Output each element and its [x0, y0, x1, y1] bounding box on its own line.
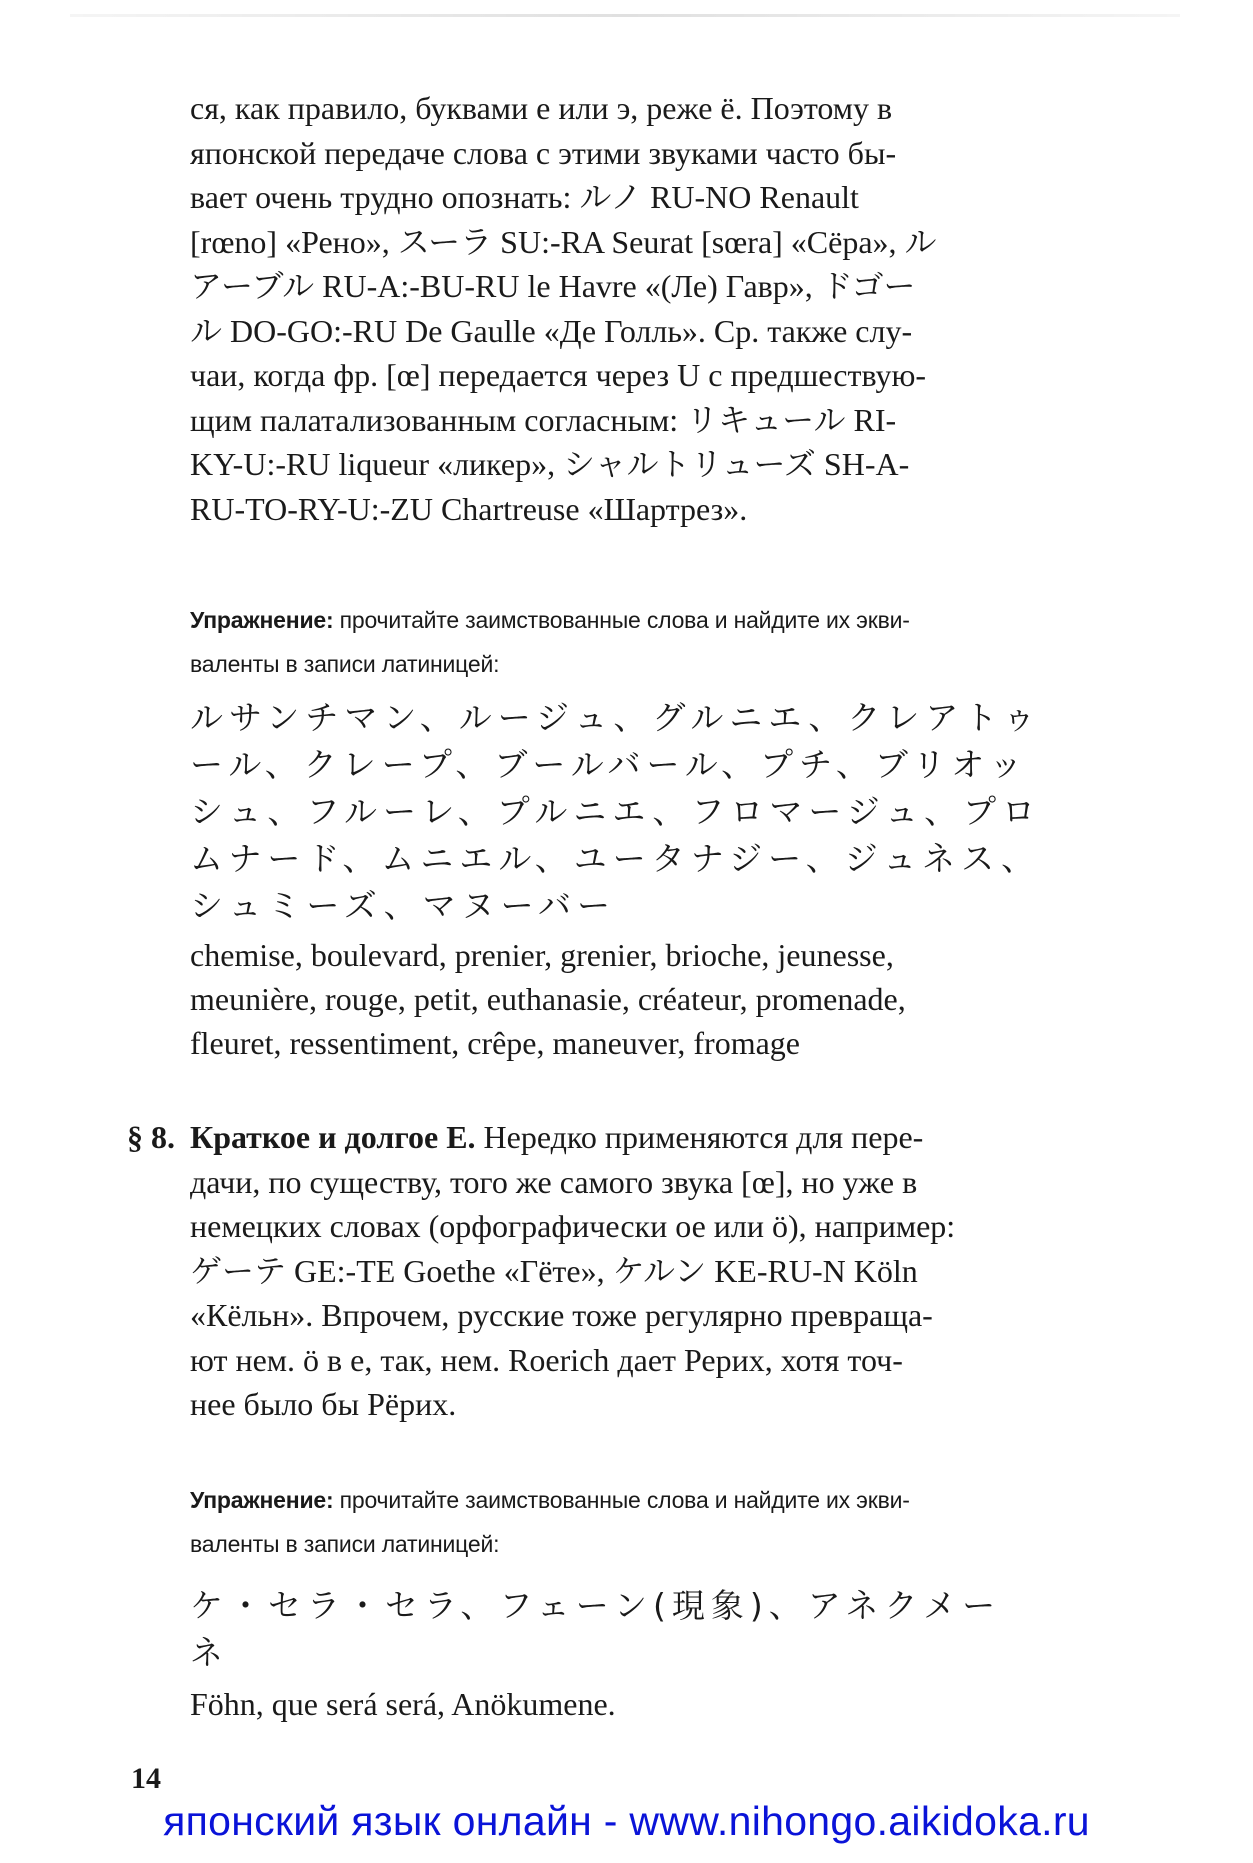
exercise-2-japanese — [190, 1582, 1102, 1676]
japanese-line: シュミーズ、マヌーバー — [190, 886, 617, 925]
exercise-2-latin — [190, 1682, 1102, 1726]
text-line: ゲーテ GE:-TE Goethe «Гёте», ケルン KE-RU-N Köln — [190, 1252, 918, 1289]
exercise-text: прочитайте заимствованные слова и найдите их экви- — [333, 607, 910, 633]
japanese-line: シュ、フルーレ、プルニエ、フロマージュ、プロ — [190, 792, 1042, 831]
exercise-1-instruction — [190, 598, 1102, 686]
exercise-line: валенты в записи латиницей: — [190, 1531, 500, 1557]
exercise-1-latin — [190, 933, 1102, 1065]
exercise-line — [190, 1478, 1102, 1522]
japanese-line: ムナード、ムニエル、ユータナジー、ジュネス、 — [190, 839, 1041, 878]
section-text: Нередко применяются для пере- — [475, 1119, 924, 1155]
text-line: немецких словах (орфографически ое или ö), например: — [190, 1208, 956, 1244]
text-line: ся, как правило, буквами е или э, реже ё. Поэтому в — [190, 90, 893, 126]
exercise-2-instruction — [190, 1478, 1102, 1566]
text-line: вает очень трудно опознать: ルノ RU-NO Renault — [190, 179, 859, 215]
exercise-label: Упражнение: — [190, 1487, 334, 1513]
text-line: дачи, по существу, того же самого звука [œ], но уже в — [190, 1163, 918, 1200]
exercise-label: Упражнение: — [190, 607, 334, 633]
page-number: 14 — [131, 1762, 161, 1795]
text-line: нее было бы Рёрих. — [190, 1386, 457, 1422]
exercise-text: прочитайте заимствованные слова и найдите их экви- — [333, 1487, 910, 1513]
japanese-line: ルサンチマン、ルージュ、グルニエ、クレアトゥ — [190, 698, 1042, 737]
section-heading: Краткое и долгое Е. — [190, 1119, 476, 1155]
text-line: щим палатализованным согласным: リキュール RI- — [190, 401, 897, 438]
japanese-line: ケ・セラ・セラ、フェーン(現象)、アネクメー — [190, 1586, 1002, 1625]
exercise-1-japanese — [190, 694, 1102, 929]
latin-line: fleuret, ressentiment, crêpe, maneuver, fromage — [190, 1025, 800, 1061]
text-line: ют нем. ö в е, так, нем. Roerich дает Рерих, хотя точ- — [190, 1341, 903, 1378]
japanese-line: ール、クレープ、ブールバール、プチ、ブリオッ — [190, 745, 1029, 784]
text-line: [rœno] «Рено», スーラ SU:-RA Seurat [sœra] «Сёра», ル — [190, 223, 937, 260]
latin-line: meunière, rouge, petit, euthanasie, créateur, promenade, — [190, 981, 906, 1017]
text-line: японской передаче слова с этими звуками часто бы- — [190, 134, 897, 171]
text-line — [190, 1115, 1102, 1160]
section-number: § 8. — [127, 1119, 175, 1155]
text-line: アーブル RU-A:-BU-RU le Havre «(Ле) Гавр», ドゴー — [190, 268, 916, 304]
text-line: чаи, когда фр. [œ] передается через U с предшествую- — [190, 357, 927, 393]
scan-top-edge — [70, 14, 1180, 17]
section-8-paragraph — [190, 1115, 1102, 1427]
text-line: «Кёльн». Впрочем, русские тоже регулярно превраща- — [190, 1297, 933, 1333]
text-line: RU-TO-RY-U:-ZU Chartreuse «Шартрез». — [190, 490, 748, 527]
exercise-line — [190, 598, 1102, 642]
paragraph-1 — [190, 86, 1102, 531]
latin-line: chemise, boulevard, prenier, grenier, brioche, jeunesse, — [190, 937, 894, 973]
exercise-line: валенты в записи латиницей: — [190, 651, 500, 677]
latin-line: Föhn, que será será, Anökumene. — [190, 1686, 616, 1722]
text-line: KY-U:-RU liqueur «ликер», シャルトリューズ SH-A- — [190, 446, 910, 482]
japanese-line: ネ — [190, 1633, 229, 1672]
text-line: ル DO-GO:-RU De Gaulle «Де Голль». Ср. также слу- — [190, 312, 913, 349]
website-footer-link[interactable]: японский язык онлайн - www.nihongo.aikidoka.ru — [163, 1798, 1090, 1844]
